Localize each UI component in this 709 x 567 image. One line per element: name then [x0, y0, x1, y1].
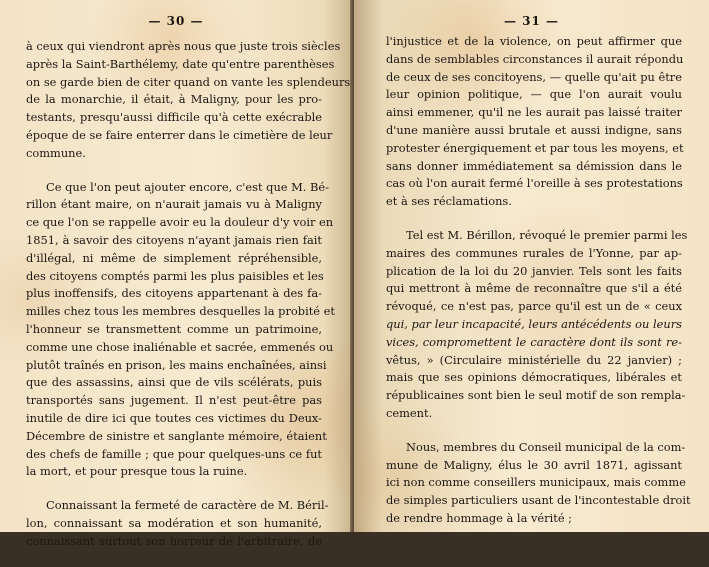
text-line: époque de se faire enterrer dans le cimetière de leur	[26, 127, 333, 142]
text-line: on se garde bien de citer quand on vante les splendeurs	[26, 74, 351, 89]
paragraph	[26, 497, 329, 550]
text-line: républicaines sont bien le seul motif de son rempla-	[386, 388, 686, 403]
left-page	[0, 0, 352, 548]
text-line: commune.	[26, 145, 86, 160]
text-line: testants, presqu'aussi difficile qu'à cette exécrable	[26, 110, 322, 125]
text-line: révoqué, ce n'est pas, parce qu'il est un de « ceux	[386, 299, 682, 314]
text-line: cement.	[386, 405, 433, 420]
text-line: 1851, à savoir des citoyens n'ayant jamais rien fait	[26, 232, 322, 247]
text-line: comme une chose inaliénable et sacrée, emmenés ou	[26, 339, 334, 354]
text-line: de ceux de ses concitoyens, — quelle qu'ait pu être	[386, 69, 682, 84]
text-line: rillon étant maire, on n'aurait jamais vu à Maligny	[26, 197, 322, 212]
right-page	[354, 0, 709, 532]
text-line: qui mettront à même de reconnaître que s'il a été	[386, 281, 682, 296]
text-line: lon, connaissant sa modération et son humanité,	[26, 515, 322, 530]
text-line: que des assassins, ainsi que de vils scélérats, puis	[26, 375, 322, 390]
text-line: plication de la loi du 20 janvier. Tels sont les faits	[386, 263, 682, 278]
text-line: l'honneur se transmettent comme un patrimoine,	[26, 321, 322, 336]
text-line: des chefs de famille ; que pour quelques-uns ce fut	[26, 446, 322, 461]
text-line: mais que ses opinions démocratiques, libérales et	[386, 370, 682, 385]
page-text	[26, 38, 351, 567]
text-line: maires des communes rurales de l'Yonne, par ap-	[386, 245, 682, 260]
text-line: Connaissant la fermeté de caractère de M. Béril-	[46, 498, 329, 513]
paragraph	[386, 439, 691, 528]
text-line: leur opinion politique, — que l'on aurait voulu	[386, 87, 682, 102]
text-line: qui, par leur incapacité, leurs antécédents ou leurs	[386, 316, 682, 331]
text-line: Ce que l'on peut ajouter encore, c'est que M. Bé-	[46, 179, 330, 194]
text-line: ainsi emmener, qu'il ne les aurait pas laissé traiter	[386, 105, 682, 120]
paragraph	[26, 179, 335, 482]
text-line: transportés sans jugement. Il n'est peut-être pas	[26, 393, 322, 408]
text-line: Décembre de sinistre et sanglante mémoire, étaient	[26, 428, 327, 443]
text-line: sans donner immédiatement sa démission dans le	[386, 158, 682, 173]
text-line: d'une manière aussi brutale et aussi indigne, sans	[386, 122, 682, 137]
text-line: après la Saint-Barthélemy, date qu'entre parenthèses	[26, 56, 335, 71]
text-line: l'injustice et de la violence, on peut affirmer que	[386, 34, 682, 48]
text-line: mune de Maligny, élus le 30 avril 1871, agissant	[386, 457, 682, 472]
text-line: de simples particuliers usant de l'incontestable droit	[386, 493, 691, 508]
text-line: et à ses réclamations.	[386, 194, 512, 209]
text-line: d'illégal, ni même de simplement répréhensible,	[26, 250, 322, 265]
text-line: milles chez tous les membres desquelles la probité et	[26, 304, 335, 319]
paragraph	[26, 38, 351, 163]
text-line: vêtus, » (Circulaire ministérielle du 22 janvier) ;	[386, 352, 682, 367]
paragraph	[386, 33, 682, 211]
text-line: plus inoffensifs, des citoyens appartenant à des fa-	[26, 286, 322, 301]
text-line: protester énergiquement et par tous les moyens, et	[386, 140, 684, 155]
text-line: Nous, membres du Conseil municipal de la com-	[406, 439, 686, 454]
text-line: de rendre hommage à la vérité ;	[386, 510, 573, 525]
text-line: des citoyens comptés parmi les plus paisibles et les	[26, 268, 324, 283]
text-line: à ceux qui viendront après nous que juste trois siècles	[26, 39, 341, 53]
page-number: — 30 —	[148, 14, 204, 28]
paragraph	[386, 227, 688, 423]
text-line: cas où l'on aurait fermé l'oreille à ses protestations	[386, 176, 683, 191]
text-line: vices, compromettent le caractère dont ils sont re-	[386, 334, 682, 349]
text-line: dans de semblables circonstances il aurait répondu	[386, 51, 684, 66]
text-line: la mort, et pour presque tous la ruine.	[26, 464, 248, 479]
page-text	[386, 33, 691, 544]
text-line: de la monarchie, il était, à Maligny, pour les pro-	[26, 92, 322, 107]
text-line: plutôt traînés en prison, les mains enchaînées, ainsi	[26, 357, 327, 372]
text-line: ici non comme conseillers municipaux, mais comme	[386, 475, 686, 490]
page-number: — 31 —	[503, 14, 560, 28]
text-line: Tel est M. Bérillon, révoqué le premier parmi les	[406, 227, 688, 242]
text-line: ce que l'on se rappelle avoir eu la douleur d'y voir en	[26, 215, 334, 230]
text-line: inutile de dire ici que toutes ces victimes du Deux-	[26, 410, 322, 425]
text-line: connaissant surtout son horreur de l'arbitraire, de	[26, 533, 322, 548]
